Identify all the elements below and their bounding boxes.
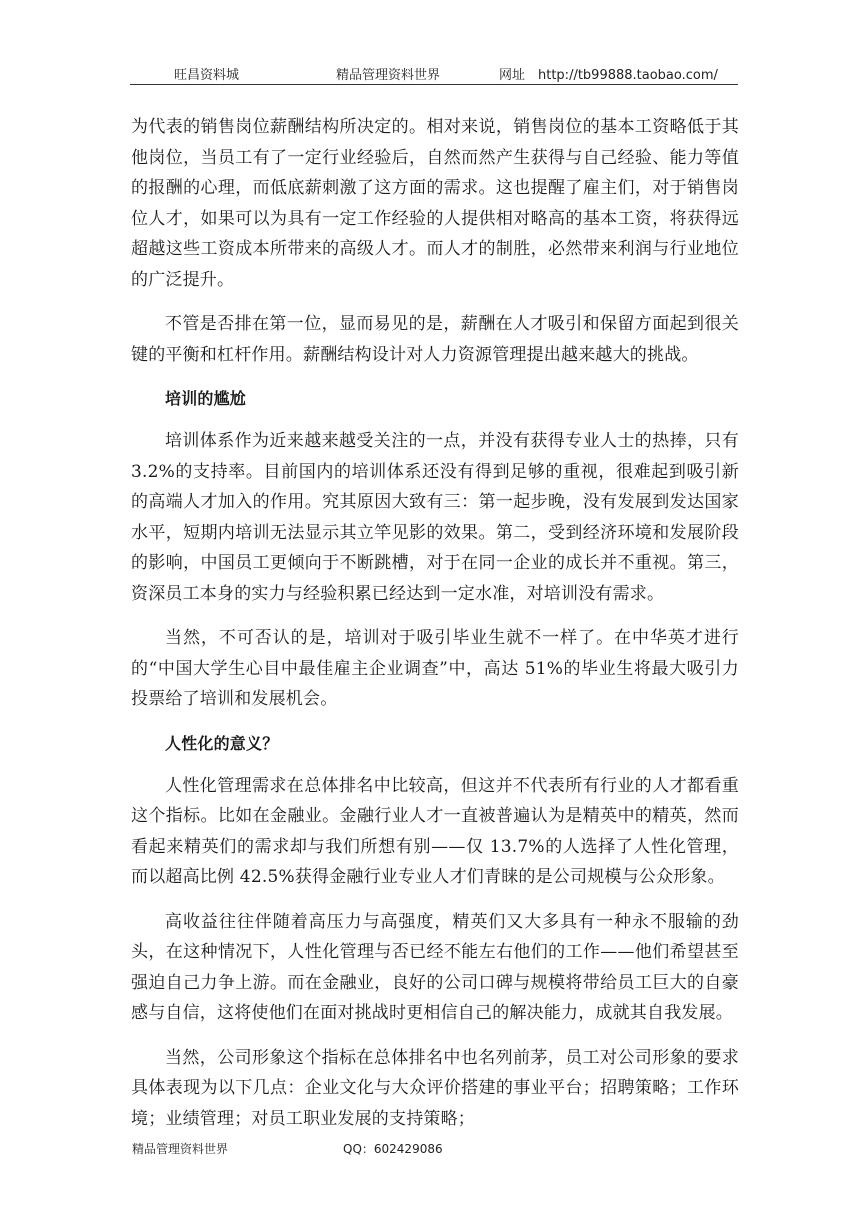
section-heading-humanization: 人性化的意义？ [165, 733, 279, 753]
header-site-name: 旺昌资料城 [174, 68, 240, 83]
document-body [131, 112, 739, 1148]
paragraph-salary-structure: 为代表的销售岗位薪酬结构所决定的。相对来说，销售岗位的基本工资略低于其他岗位，当员工有了一定行业经验后，自然而然产生获得与自己经验、能力等值的报酬的心理，而低底薪刺激了这方面的需求。这也提醒了雇主们，对于销售岗位人才，如果可以为具有一定工作经验的人提供相对略高的基本工资，将获得远超越这些工资成本所带来的高级人才。而人才的制胜，必然带来利润与行业地位的广泛提升。 [131, 117, 739, 290]
header-url: 网址 http://tb99888.taobao.com/ [499, 68, 718, 83]
footer-qq: QQ：602429086 [343, 1142, 443, 1156]
paragraph-company-image: 当然，公司形象这个指标在总体排名中也名列前茅，员工对公司形象的要求具体表现为以下几点：企业文化与大众评价搭建的事业平台；招聘策略；工作环境；业绩管理；对员工职业发展的支持策略； [131, 1047, 739, 1129]
paragraph-training-graduates: 当然，不可否认的是，培训对于吸引毕业生就不一样了。在中华英才进行的“中国大学生心目中最佳雇主企业调查”中，高达 51%的毕业生将最大吸引力投票给了培训和发展机会。 [131, 628, 739, 709]
paragraph-salary-balance: 不管是否排在第一位，显而易见的是，薪酬在人才吸引和保留方面起到很关键的平衡和杠杆作用。薪酬结构设计对人力资源管理提出越来越大的挑战。 [131, 314, 739, 365]
paragraph-elite-pressure: 高收益往往伴随着高压力与高强度，精英们又大多具有一种永不服输的劲头，在这种情况下，人性化管理与否已经不能左右他们的工作——他们希望甚至强迫自己力争上游。而在金融业，良好的公司口碑与规模将带给员工巨大的自豪感与自信，这将使他们在面对挑战时更相信自己的解决能力，成就其自我发展。 [131, 911, 739, 1023]
header-title: 精品管理资料世界 [336, 68, 441, 83]
footer-site-name: 精品管理资料世界 [132, 1142, 229, 1156]
page-header [130, 62, 738, 85]
paragraph-humanized-management: 人性化管理需求在总体排名中比较高，但这并不代表所有行业的人才都看重这个指标。比如在金融业。金融行业人才一直被普遍认为是精英中的精英，然而看起来精英们的需求却与我们所想有别——仅 13.7%的人选择了人性化管理，而以超高比例 42.5%获得金融行业专业人才们青睐的是公司规模与公众形象。 [131, 775, 739, 887]
paragraph-training-system: 培训体系作为近来越来越受关注的一点，并没有获得专业人士的热捧，只有 3.2%的支持率。目前国内的培训体系还没有得到足够的重视，很难起到吸引新的高端人才加入的作用。究其原因大致有三：第一起步晚，没有发展到发达国家水平，短期内培训无法显示其立竿见影的效果。第二，受到经济环境和发展阶段的影响，中国员工更倾向于不断跳槽，对于在同一企业的成长并不重视。第三，资深员工本身的实力与经验积累已经达到一定水准，对培训没有需求。 [131, 431, 739, 604]
section-heading-training: 培训的尴尬 [165, 389, 247, 408]
